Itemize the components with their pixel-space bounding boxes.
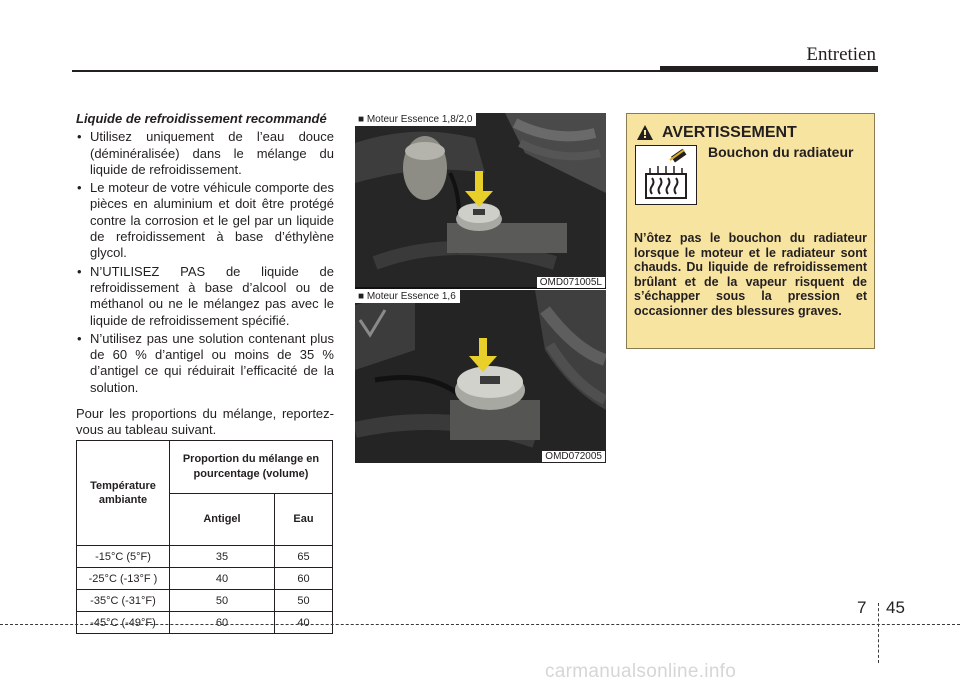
table-row (77, 590, 333, 612)
list-item (76, 129, 334, 178)
cell-antigel: 35 (170, 546, 275, 568)
cell-antigel: 60 (170, 612, 275, 634)
bullet-dot: • (77, 129, 82, 145)
header-mix-proportion: Proportion du mélange en pourcentage (volume) (170, 441, 333, 494)
watermark: carmanualsonline.info (545, 661, 737, 682)
bullet-text: Utilisez uniquement de l’eau douce (déminéralisée) dans le mélange du liquide de refroidissement. (90, 129, 334, 177)
bullet-dot: • (77, 330, 82, 346)
radiator-icon (635, 145, 697, 205)
cell-temp: -25°C (-13°F ) (77, 568, 170, 590)
bullet-dot: • (77, 180, 82, 196)
engine-bay-illustration (355, 290, 606, 463)
footer-divider (878, 603, 879, 663)
chapter-number: 7 (857, 598, 867, 617)
warning-triangle-icon (637, 125, 653, 140)
image-code: OMD072005 (542, 451, 605, 462)
warning-heading: AVERTISSEMENT (662, 124, 797, 141)
header-rule (72, 70, 667, 72)
cell-antigel: 50 (170, 590, 275, 612)
cell-temp: -45°C (-49°F) (77, 612, 170, 634)
list-item (76, 331, 334, 396)
bullet-text: N’utilisez pas une solution contenant plus de 60 % d’antigel ou moins de 35 % d’antigel ce qui réduirait l’efficacité de la solution. (90, 330, 334, 395)
table-row (77, 546, 333, 568)
table-row (77, 568, 333, 590)
header-eau: Eau (274, 493, 332, 546)
engine-photo-1 (355, 113, 606, 289)
page-number: 45 (886, 598, 905, 617)
list-item (76, 180, 334, 261)
image-code: OMD071005L (537, 277, 605, 288)
footer-rule (0, 624, 960, 625)
subheading: Liquide de refroidissement recommandé (76, 111, 327, 126)
engine-label: ■ Moteur Essence 1,8/2,0 (355, 113, 476, 126)
cell-temp: -15°C (5°F) (77, 546, 170, 568)
warning-text: N’ôtez pas le bouchon du radiateur lorsque le moteur et le radiateur sont chauds. Du liquide de refroidissement brûlant et de la vapeur risquent de s’échapper sous la pression et occasionner des blessures graves. (634, 231, 867, 318)
bullet-dot: • (77, 263, 82, 279)
warning-subject: Bouchon du radiateur (708, 144, 854, 160)
cell-eau: 50 (274, 590, 332, 612)
table-row (77, 612, 333, 634)
mixture-table (76, 440, 333, 634)
left-column (76, 111, 334, 439)
header-ambient-temp: Température ambiante (77, 441, 170, 546)
cell-eau: 40 (274, 612, 332, 634)
engine-bay-illustration (355, 113, 606, 289)
header-antigel: Antigel (170, 493, 275, 546)
header-rule-accent (660, 66, 878, 72)
engine-photo-2 (355, 290, 606, 463)
bullet-list (76, 129, 334, 396)
section-title: Entretien (806, 44, 876, 65)
cell-eau: 65 (274, 546, 332, 568)
cell-antigel: 40 (170, 568, 275, 590)
warning-box (626, 113, 875, 349)
table-reference-paragraph: Pour les proportions du mélange, reportez-vous au tableau suivant. (76, 406, 334, 438)
cell-temp: -35°C (-31°F) (77, 590, 170, 612)
list-item (76, 264, 334, 329)
bullet-text: Le moteur de votre véhicule comporte des pièces en aluminium et doit être protégé contre la corrosion et le gel par un liquide de refroidissement à base d’éthylène glycol. (90, 180, 334, 261)
engine-label: ■ Moteur Essence 1,6 (355, 290, 460, 303)
bullet-text: N’UTILISEZ PAS de liquide de refroidissement à base d’alcool ou de méthanol ou ne le mélangez pas avec le liquide de refroidissement spécifié. (90, 263, 334, 328)
cell-eau: 60 (274, 568, 332, 590)
